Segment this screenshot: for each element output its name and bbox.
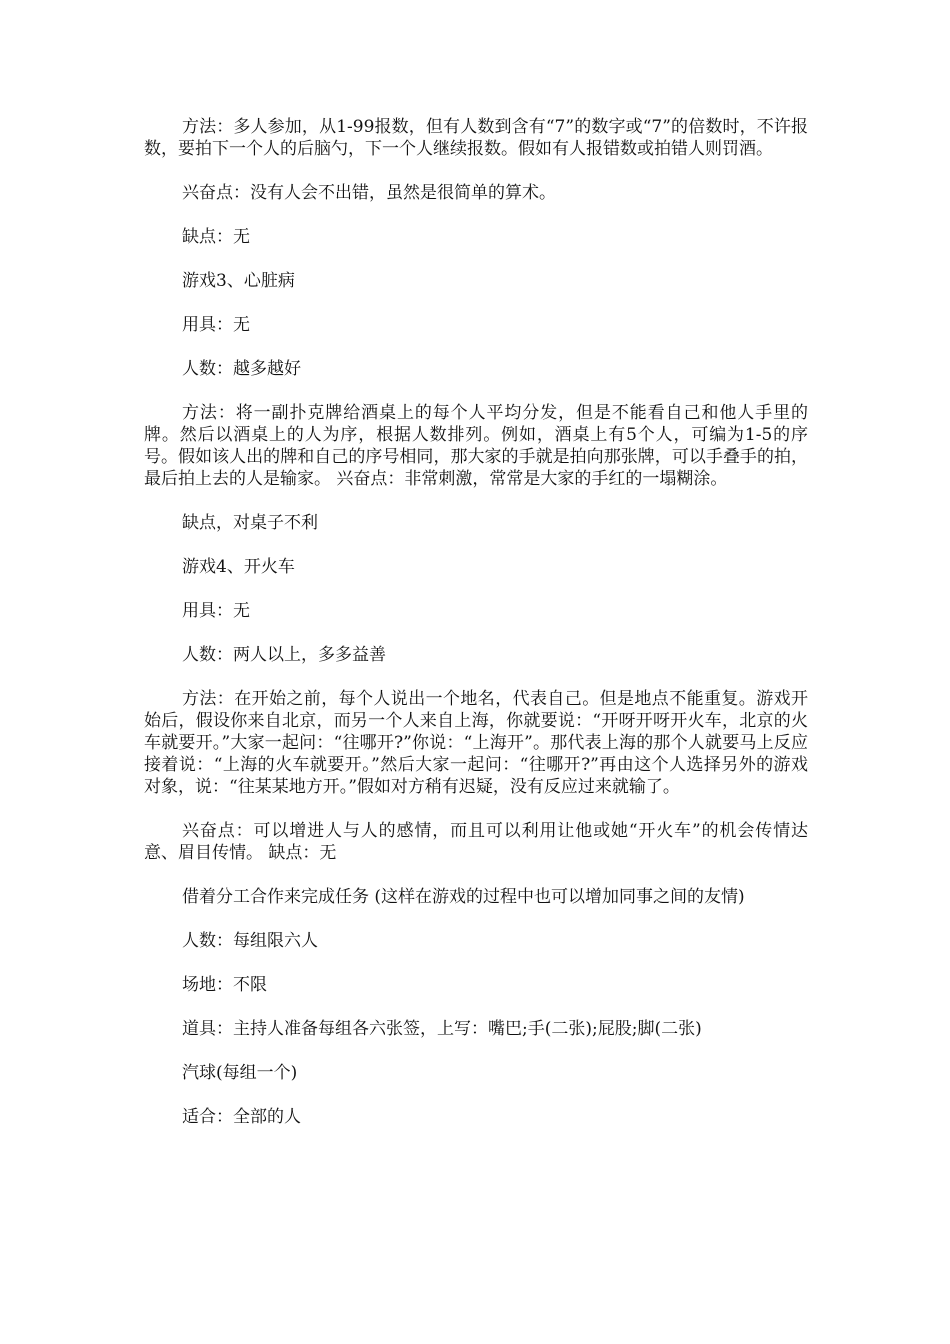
paragraph-balloon: 汽球(每组一个) bbox=[182, 1063, 298, 1083]
paragraph-venue-teamwork: 场地：不限 bbox=[182, 975, 267, 995]
paragraph-players-game4: 人数：两人以上，多多益善 bbox=[182, 645, 386, 665]
paragraph-props-teamwork: 道具：主持人准备每组各六张签，上写：嘴巴;手(二张);屁股;脚(二张) bbox=[182, 1019, 702, 1039]
paragraph-players-game3: 人数：越多越好 bbox=[182, 359, 301, 379]
paragraph-players-teamwork: 人数：每组限六人 bbox=[182, 931, 318, 951]
paragraph-method-game3: 方法：将一副扑克牌给酒桌上的每个人平均分发，但是不能看自己和他人手里的牌。然后以酒桌上的人为序，根据人数排列。例如，酒桌上有5个人，可编为1-5的序号。假如该人出的牌和自己的序号相同，那大家的手就是拍向那张牌，可以手叠手的拍，最后拍上去的人是输家。 兴奋点：非常刺激，常常是大家的手红的一塌糊涂。 bbox=[144, 403, 808, 489]
paragraph-drawback-game3: 缺点，对桌子不利 bbox=[182, 513, 318, 533]
paragraph-tools-game3: 用具：无 bbox=[182, 315, 250, 335]
heading-game3: 游戏3、心脏病 bbox=[182, 271, 295, 291]
paragraph-excitement-game2: 兴奋点：没有人会不出错，虽然是很简单的算术。 bbox=[182, 183, 556, 203]
paragraph-drawback-game2: 缺点：无 bbox=[182, 227, 250, 247]
heading-game4: 游戏4、开火车 bbox=[182, 557, 295, 577]
paragraph-method-game2: 方法：多人参加，从1-99报数，但有人数到含有“7”的数字或“7”的倍数时，不许报数，要拍下一个人的后脑勺，下一个人继续报数。假如有人报错数或拍错人则罚酒。 bbox=[144, 117, 808, 159]
paragraph-excitement-game4: 兴奋点：可以增进人与人的感情，而且可以利用让他或她“开火车”的机会传情达意、眉目传情。 缺点：无 bbox=[144, 821, 808, 863]
paragraph-suitable: 适合：全部的人 bbox=[182, 1107, 301, 1127]
document-page bbox=[144, 116, 808, 1150]
paragraph-method-game4: 方法：在开始之前，每个人说出一个地名，代表自己。但是地点不能重复。游戏开始后，假设你来自北京，而另一个人来自上海，你就要说：“开呀开呀开火车，北京的火车就要开。”大家一起问：“往哪开?”你说：“上海开”。那代表上海的那个人就要马上反应接着说：“上海的火车就要开。”然后大家一起问：“往哪开?”再由这个人选择另外的游戏对象，说：“往某某地方开。”假如对方稍有迟疑，没有反应过来就输了。 bbox=[144, 689, 808, 797]
paragraph-tools-game4: 用具：无 bbox=[182, 601, 250, 621]
paragraph-teamwork-intro: 借着分工合作来完成任务 (这样在游戏的过程中也可以增加同事之间的友情) bbox=[182, 887, 745, 907]
